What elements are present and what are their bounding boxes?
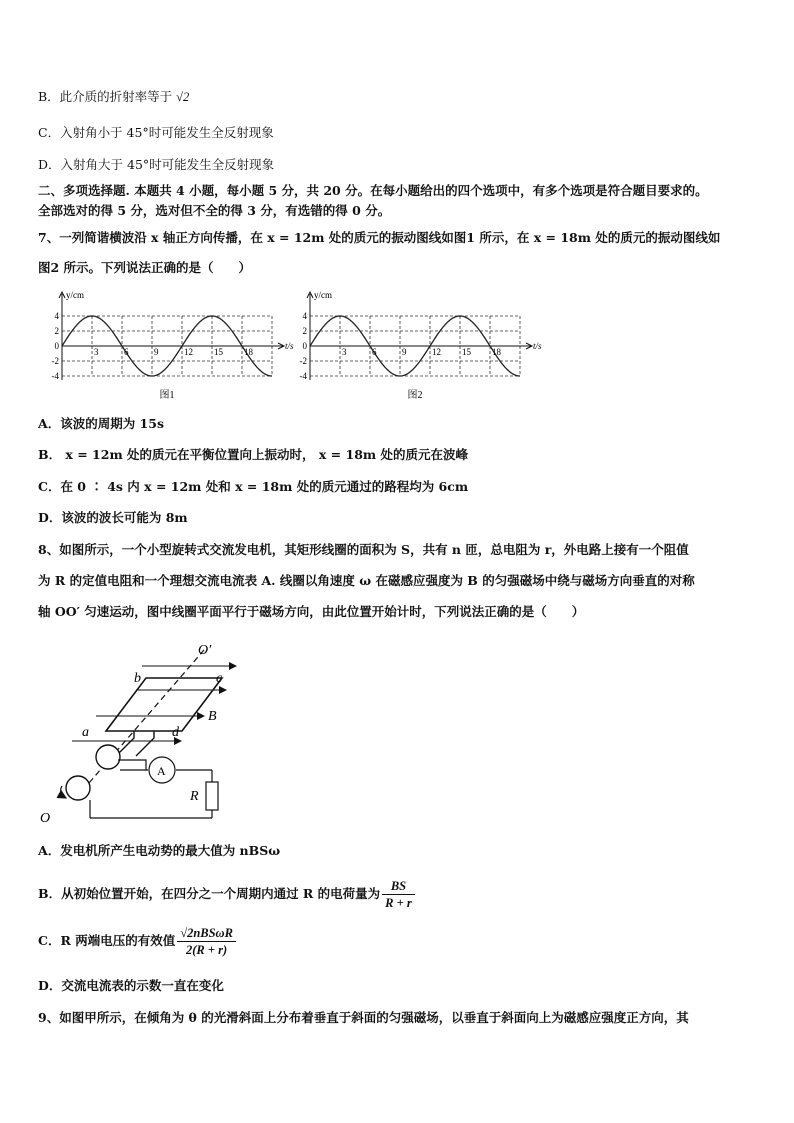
t-axis-label: t/s [533,341,542,351]
q8-stem-3: 轴 OO′ 匀速运动，图中线圈平面平行于磁场方向，由此位置开始计时，下列说法正确的是（ ） [38,604,585,619]
y-axis-label: y/cm [66,290,84,300]
fraction-numerator: √2nBSωR [177,925,236,942]
q7-option-a: A．该波的周期为 15s [38,416,164,431]
y-tick-label: -4 [51,371,59,381]
t-tick-label: 12 [432,347,441,357]
y-tick-label: 0 [302,341,307,351]
option-d-prev: D．入射角大于 45°时可能发生全反射现象 [38,157,275,172]
q8-option-c-text: C．R 两端电压的有效值 [38,933,176,948]
t-tick-label: 9 [402,347,407,357]
label-o-prime: O′ [198,643,212,658]
graph-caption: 图1 [159,390,175,401]
q8-option-a: A．发电机所产生电动势的最大值为 nBSω [38,843,281,858]
t-tick-label: 15 [214,347,223,357]
t-tick-label: 9 [154,347,159,357]
q7-stem-2: 图2 所示。下列说法正确的是（ ） [38,260,252,275]
generator-diagram [36,638,246,828]
fraction-bs [382,878,415,911]
q7-option-b: B． x = 12m 处的质元在平衡位置向上振动时， x = 18m 处的质元在波峰 [38,447,468,462]
label-a: a [82,725,89,740]
resistor-label: R [190,789,199,804]
fraction-numerator: BS [382,878,415,895]
t-tick-label: 3 [342,347,347,357]
section-2-header: 二、多项选择题. 本题共 4 小题，每小题 5 分，共 20 分。在每小题给出的四个选项中，有多个选项是符合题目要求的。 [38,183,708,198]
section-2-note: 全部选对的得 5 分，选对但不全的得 3 分，有选错的得 0 分。 [38,203,391,218]
graph-figure-1 [52,290,295,401]
option-b-prev [38,88,189,106]
label-c: c [216,671,223,686]
t-tick-label: 6 [124,347,129,357]
t-tick-label: 18 [492,347,501,357]
q7-option-c: C．在 0 ∶ 4s 内 x = 12m 处和 x = 18m 处的质元通过的路程均为 6cm [38,479,469,494]
y-tick-label: 0 [54,341,59,351]
y-tick-label: 2 [54,326,59,336]
vibration-graphs [40,288,540,406]
y-tick-label: -2 [299,356,307,366]
label-b-field: B [208,709,217,724]
y-tick-label: 4 [54,311,59,321]
y-axis-label: y/cm [314,290,332,300]
t-tick-label: 3 [94,347,99,357]
fraction-denominator: 2(R + r) [185,942,228,957]
y-tick-label: -4 [299,371,307,381]
q8-option-c [38,920,236,962]
fraction-rms [177,925,236,958]
ammeter-label: A [157,764,166,778]
y-tick-label: 2 [302,326,307,336]
option-b-text: B．此介质的折射率等于 [38,89,173,104]
q8-stem-2: 为 R 的定值电阻和一个理想交流电流表 A. 线圈以角速度 ω 在磁感应强度为 B 的匀强磁场中绕与磁场方向垂直的对称 [38,573,695,588]
q8-option-b-text: B．从初始位置开始，在四分之一个周期内通过 R 的电荷量为 [38,886,381,901]
t-axis-label: t/s [285,341,294,351]
q7-option-d: D．该波的波长可能为 8m [38,510,188,525]
q7-stem-1: 7、一列简谐横波沿 x 轴正方向传播，在 x = 12m 处的质元的振动图线如图1 所示，在 x = 18m 处的质元的振动图线如 [38,230,721,245]
label-b: b [134,671,141,686]
t-tick-label: 15 [462,347,471,357]
y-tick-label: 4 [302,311,307,321]
t-tick-label: 6 [372,347,377,357]
label-o: O [40,811,51,826]
option-c-prev: C．入射角小于 45°时可能发生全反射现象 [38,125,274,140]
q9-stem-1: 9、如图甲所示，在倾角为 θ 的光滑斜面上分布着垂直于斜面的匀强磁场，以垂直于斜面向上为磁感应强度正方向，其 [38,1010,689,1025]
t-tick-label: 18 [244,347,253,357]
y-tick-label: -2 [51,356,59,366]
t-tick-label: 12 [184,347,193,357]
q8-option-d: D．交流电流表的示数一直在变化 [38,978,224,993]
label-d: d [172,725,179,740]
graph-figure-2 [300,290,543,401]
q8-option-b [38,874,415,914]
graph-caption: 图2 [407,390,423,401]
sqrt-two: √2 [176,90,190,104]
fraction-denominator: R + r [385,895,412,910]
q8-stem-1: 8、如图所示，一个小型旋转式交流发电机，其矩形线圈的面积为 S，共有 n 匝，总电阻为 r，外电路上接有一个阻值 [38,542,689,557]
